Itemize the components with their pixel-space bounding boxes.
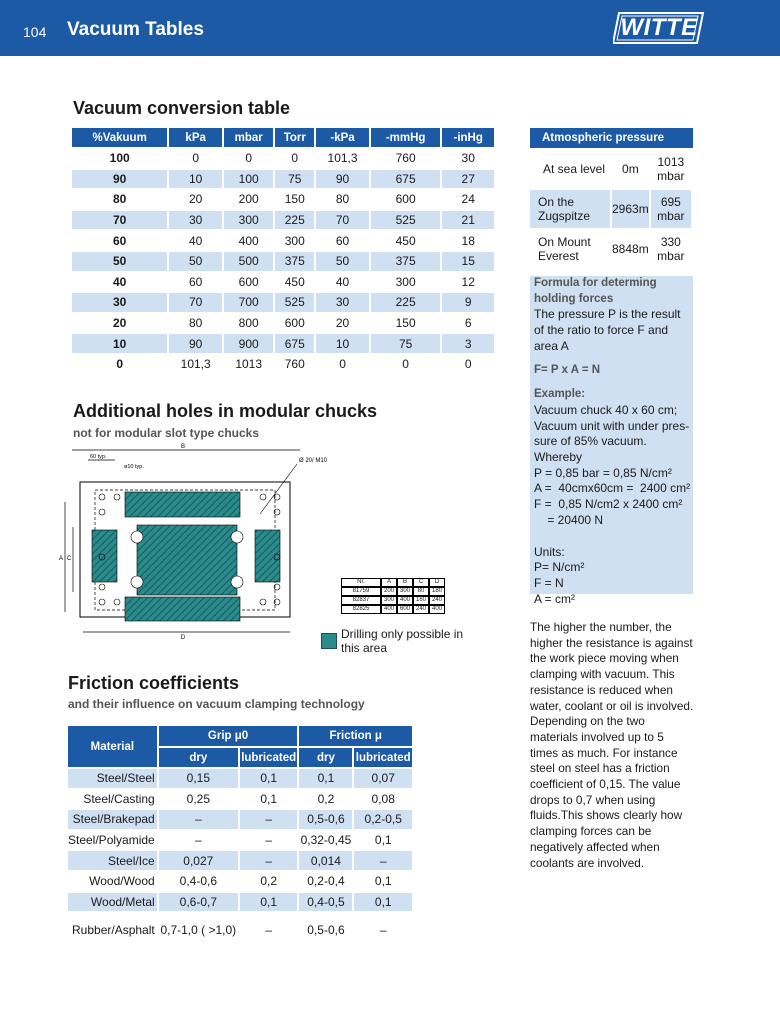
conversion-cell: 900: [224, 334, 273, 353]
dim-cell: 82825: [341, 605, 381, 614]
friction-cell: 0,4-0,6: [179, 874, 217, 889]
friction-cell: 0,1: [299, 769, 352, 788]
conversion-cell: 100: [224, 170, 273, 189]
conversion-cell: 40: [335, 274, 350, 289]
units-lines: [530, 545, 693, 608]
friction-cell: Steel/Ice: [68, 851, 157, 870]
formula-heading: Formula for determing holding forces: [534, 277, 657, 305]
friction-cell: 0,32-0,45: [300, 833, 352, 848]
logo-text: WITTE: [620, 14, 698, 41]
conversion-row: [72, 211, 494, 230]
friction-cell: 0,5-0,6: [299, 810, 352, 829]
conversion-cell: 15: [442, 252, 494, 271]
friction-row: [68, 872, 412, 891]
friction-header: Friction μ: [299, 726, 412, 746]
dim-cell: 300: [381, 596, 397, 605]
dim-cell: 300: [397, 587, 413, 596]
conversion-header: %Vakuum: [72, 128, 167, 147]
atmospheric-pressure-box: [530, 128, 693, 270]
dim-cell: 400: [397, 596, 413, 605]
friction-cell: 0,07: [354, 769, 412, 788]
conversion-cell: 90: [169, 334, 222, 353]
friction-row: [68, 769, 412, 788]
conversion-cell: 9: [442, 293, 494, 312]
conversion-row: [72, 293, 494, 312]
conversion-cell: 760: [395, 151, 416, 166]
conversion-row: [72, 231, 494, 250]
formula-equation: F= P x A = N: [534, 363, 601, 376]
friction-cell: 0,1: [374, 833, 392, 848]
conversion-cell: 0: [339, 357, 346, 372]
drill-area-center: [137, 525, 237, 595]
friction-cell: 0,2: [317, 791, 335, 806]
friction-subheader: dry: [159, 748, 238, 767]
conversion-cell: 400: [238, 233, 259, 248]
units-line: Units:: [534, 544, 565, 559]
friction-cell: 0,2: [260, 874, 278, 889]
friction-cell: –: [194, 833, 202, 848]
dim-label-10typ: ø10 typ.: [124, 464, 144, 470]
conversion-cell: 1013: [235, 357, 263, 372]
dim-cell: 400: [381, 605, 397, 614]
conversion-cell: 200: [238, 192, 259, 207]
conversion-cell: 101,3: [327, 151, 358, 166]
conversion-cell: 0: [291, 151, 299, 166]
dim-cell: 240: [429, 596, 445, 605]
example-line: P = 0,85 bar = 0,85 N/cm²: [534, 465, 672, 480]
conversion-cell: 10: [72, 334, 167, 353]
example-line: Vacuum unit with under pres-: [534, 418, 690, 433]
conversion-cell: 70: [72, 211, 167, 230]
conversion-cell: 60: [188, 274, 203, 289]
friction-cell: 0,1: [354, 893, 412, 912]
dim-row: [341, 587, 445, 596]
dim-label-60typ: 60 typ.: [90, 454, 107, 460]
conversion-header: mbar: [224, 128, 273, 147]
dim-cell: 160: [413, 596, 429, 605]
friction-cell: 0,1: [240, 893, 298, 912]
conversion-cell: 10: [316, 334, 369, 353]
atmospheric-cell: 695 mbar: [651, 190, 691, 228]
friction-row: [68, 810, 412, 829]
friction-cell: Steel/Steel: [68, 769, 157, 788]
conversion-cell: 0: [464, 357, 472, 372]
conversion-title: Vacuum conversion table: [73, 98, 291, 118]
friction-cell: –: [159, 810, 238, 829]
example-line: sure of 85% vacuum.: [534, 434, 647, 449]
conversion-cell: 50: [316, 252, 369, 271]
friction-cell: –: [354, 851, 412, 870]
example-line: F = 0,85 N/cm2 x 2400 cm²: [534, 497, 683, 512]
drill-area-left: [92, 530, 117, 582]
atmospheric-cell: 1013 mbar: [657, 155, 685, 183]
dim-label-d: D: [180, 635, 186, 641]
dim-cell: 240: [413, 605, 429, 614]
dim-cell: 80: [413, 587, 429, 596]
friction-cell: 0,2-0,5: [354, 810, 412, 829]
friction-row: [68, 893, 412, 912]
units-line: A = cm²: [534, 591, 576, 606]
friction-explanation: The higher the number, the higher the resistance is against the work piece moving when clamping with vacuum. This resistance is reduced when water, coolant or oil is involved. Depending on the two materials involved up to 5 times as much. For instance steel on steel has a friction coefficient of 0,15. The value drops to 0,7 when using fluids.This shows clearly how clamping forces can be negatively affected when coolants are involved.: [530, 620, 694, 870]
conversion-cell: 50: [72, 252, 167, 271]
atmospheric-row: [530, 230, 691, 268]
conversion-cell: 500: [224, 252, 273, 271]
page-number: 104: [23, 24, 47, 40]
conversion-cell: 300: [395, 274, 416, 289]
friction-cell: 0,25: [186, 791, 210, 806]
example-line: Whereby: [534, 450, 583, 465]
conversion-cell: 40: [112, 274, 127, 289]
conversion-cell: 450: [395, 233, 416, 248]
friction-cell: 0,08: [371, 791, 395, 806]
friction-cell: 0,1: [374, 874, 392, 889]
conversion-cell: 675: [371, 170, 441, 189]
example-heading: Example:: [534, 388, 586, 401]
atmospheric-cell: 2963m: [612, 190, 649, 228]
atmospheric-row: [530, 150, 691, 188]
dim-row: [341, 605, 445, 614]
friction-cell: –: [265, 923, 273, 938]
friction-cell: 0,014: [299, 851, 352, 870]
friction-cell: Wood/Metal: [68, 893, 157, 912]
conversion-cell: 0: [192, 151, 199, 166]
drill-area-top: [125, 492, 240, 517]
conversion-cell: 3: [442, 334, 494, 353]
conversion-cell: 6: [464, 316, 472, 331]
conversion-cell: 100: [109, 151, 130, 166]
witte-logo: [613, 10, 705, 46]
page-header: [0, 0, 780, 56]
conversion-cell: 30: [461, 151, 475, 166]
dim-header-cell: A: [381, 578, 397, 587]
atmospheric-cell: 330 mbar: [657, 235, 685, 263]
dim-header-cell: B: [397, 578, 413, 587]
conversion-cell: 0: [116, 357, 123, 372]
conversion-cell: 60: [112, 233, 127, 248]
formula-text: The pressure P is the result of the ratio to force F and area A: [534, 307, 681, 353]
friction-cell: Steel/Polyamide: [68, 833, 155, 848]
atmospheric-cell: On Mount Everest: [538, 235, 591, 263]
conversion-cell: 80: [188, 316, 203, 331]
atmospheric-row: [530, 190, 691, 228]
atmospheric-table: [528, 148, 693, 270]
dim-label-m10: Ø 20/ M10: [299, 458, 328, 464]
conversion-row: [72, 170, 494, 189]
conversion-cell: 21: [442, 211, 494, 230]
formula-sidebar: [530, 276, 693, 606]
conversion-header: -inHg: [442, 128, 494, 147]
conversion-cell: 20: [188, 192, 203, 207]
units-line: P= N/cm²: [534, 560, 585, 575]
friction-row: [68, 790, 412, 809]
conversion-cell: 300: [224, 211, 273, 230]
atmospheric-title: Atmospheric pressure: [530, 128, 693, 148]
conversion-row: [72, 252, 494, 271]
friction-row: [68, 851, 412, 870]
friction-cell: 0,6-0,7: [159, 893, 238, 912]
conversion-row: [72, 149, 494, 168]
dim-label-c: C: [67, 556, 72, 562]
friction-cell: Steel/Brakepad: [68, 810, 157, 829]
dim-cell: 180: [429, 587, 445, 596]
dim-header-cell: Nr.: [341, 578, 381, 587]
conversion-cell: 375: [275, 252, 314, 271]
dim-row: [341, 596, 445, 605]
friction-cell: Rubber/Asphalt: [72, 923, 155, 938]
conversion-cell: 150: [284, 192, 305, 207]
friction-row: [68, 913, 412, 947]
friction-cell: –: [379, 923, 387, 938]
dim-cell: 82837: [341, 596, 381, 605]
friction-table: [66, 724, 414, 949]
friction-cell: 0,7-1,0 ( >1,0): [160, 923, 237, 938]
conversion-cell: 30: [316, 293, 369, 312]
dim-header-cell: C: [413, 578, 429, 587]
atmospheric-cell: At sea level: [542, 162, 606, 176]
friction-subheader: lubricated: [240, 748, 298, 767]
friction-cell: –: [240, 810, 298, 829]
conversion-row: [72, 355, 494, 374]
conversion-row: [72, 273, 494, 292]
holes-subtitle: not for modular slot type chucks: [73, 426, 260, 440]
hatch-legend-text: Drilling only possible in this area: [341, 627, 464, 655]
conversion-cell: 10: [169, 170, 222, 189]
conversion-cell: 150: [395, 316, 416, 331]
conversion-header: kPa: [169, 128, 222, 147]
friction-subtitle: and their influence on vacuum clamping technology: [68, 697, 365, 711]
units-line: F = N: [534, 575, 564, 590]
conversion-cell: 30: [169, 211, 222, 230]
friction-cell: 0,1: [240, 769, 298, 788]
conversion-cell: 675: [275, 334, 314, 353]
chuck-drawing: [55, 442, 345, 642]
conversion-cell: 600: [238, 274, 259, 289]
hatch-legend-swatch: [321, 633, 337, 649]
atmospheric-cell: 8848m: [612, 242, 649, 256]
atmospheric-cell: On the Zugspitze: [530, 190, 610, 228]
conversion-cell: 30: [72, 293, 167, 312]
conversion-row: [72, 314, 494, 333]
friction-cell: Wood/Wood: [89, 874, 155, 889]
dim-header-cell: D: [429, 578, 445, 587]
conversion-cell: 20: [112, 316, 127, 331]
friction-subheader: dry: [299, 748, 352, 767]
friction-cell: –: [240, 851, 298, 870]
friction-cell: –: [265, 833, 273, 848]
conversion-cell: 27: [442, 170, 494, 189]
friction-cell: 0,027: [159, 851, 238, 870]
conversion-row: [72, 334, 494, 353]
friction-cell: 0,2-0,4: [307, 874, 345, 889]
friction-subheader: lubricated: [354, 748, 412, 767]
conversion-cell: 375: [371, 252, 441, 271]
holes-title: Additional holes in modular chucks: [73, 401, 378, 421]
conversion-header: -kPa: [316, 128, 369, 147]
conversion-cell: 225: [371, 293, 441, 312]
grip-header: Grip μ0: [159, 726, 298, 746]
conversion-cell: 525: [275, 293, 314, 312]
drill-area-bottom: [125, 597, 240, 621]
conversion-cell: 20: [335, 316, 350, 331]
conversion-cell: 80: [112, 192, 127, 207]
example-lines: [530, 403, 693, 529]
conversion-cell: 600: [284, 316, 305, 331]
conversion-header: -mmHg: [371, 128, 441, 147]
example-line: = 20400 N: [534, 512, 604, 527]
conversion-cell: 90: [316, 170, 369, 189]
conversion-cell: 800: [238, 316, 259, 331]
conversion-cell: 0: [402, 357, 409, 372]
friction-title: Friction coefficients: [68, 673, 240, 693]
conversion-cell: 525: [371, 211, 441, 230]
conversion-cell: 75: [371, 334, 441, 353]
conversion-cell: 760: [284, 357, 305, 372]
conversion-cell: 600: [395, 192, 416, 207]
dim-cell: 600: [397, 605, 413, 614]
dim-cell: 81759: [341, 587, 381, 596]
example-line: Vacuum chuck 40 x 60 cm;: [534, 402, 678, 417]
dimension-table: [341, 578, 445, 614]
atmospheric-cell: 0m: [622, 162, 639, 176]
dim-label-a: A: [59, 556, 64, 562]
conversion-cell: 12: [461, 274, 475, 289]
material-header: Material: [68, 726, 157, 767]
conversion-cell: 18: [461, 233, 475, 248]
conversion-cell: 75: [275, 170, 314, 189]
conversion-header: Torr: [275, 128, 314, 147]
example-line: A = 40cmx60cm = 2400 cm²: [534, 481, 691, 496]
friction-cell: 0,4-0,5: [299, 893, 352, 912]
conversion-row: [72, 190, 494, 209]
friction-cell: 0,15: [159, 769, 238, 788]
conversion-cell: 70: [316, 211, 369, 230]
conversion-cell: 90: [72, 170, 167, 189]
conversion-cell: 80: [335, 192, 350, 207]
conversion-table: [70, 126, 496, 376]
conversion-cell: 450: [284, 274, 305, 289]
conversion-cell: 225: [275, 211, 314, 230]
conversion-cell: 24: [461, 192, 475, 207]
friction-cell: Steel/Casting: [83, 791, 155, 806]
dim-cell: 400: [429, 605, 445, 614]
conversion-cell: 40: [188, 233, 203, 248]
conversion-cell: 700: [224, 293, 273, 312]
friction-row: [68, 831, 412, 850]
dim-cell: 200: [381, 587, 397, 596]
conversion-cell: 300: [284, 233, 305, 248]
conversion-cell: 0: [245, 151, 253, 166]
friction-cell: 0,5-0,6: [307, 923, 345, 938]
conversion-cell: 70: [169, 293, 222, 312]
conversion-cell: 60: [335, 233, 350, 248]
friction-cell: 0,1: [260, 791, 278, 806]
conversion-cell: 50: [169, 252, 222, 271]
conversion-cell: 101,3: [180, 357, 211, 372]
page-title: Vacuum Tables: [67, 19, 204, 40]
drill-area-right: [255, 530, 280, 582]
dim-label-b: B: [180, 444, 186, 450]
